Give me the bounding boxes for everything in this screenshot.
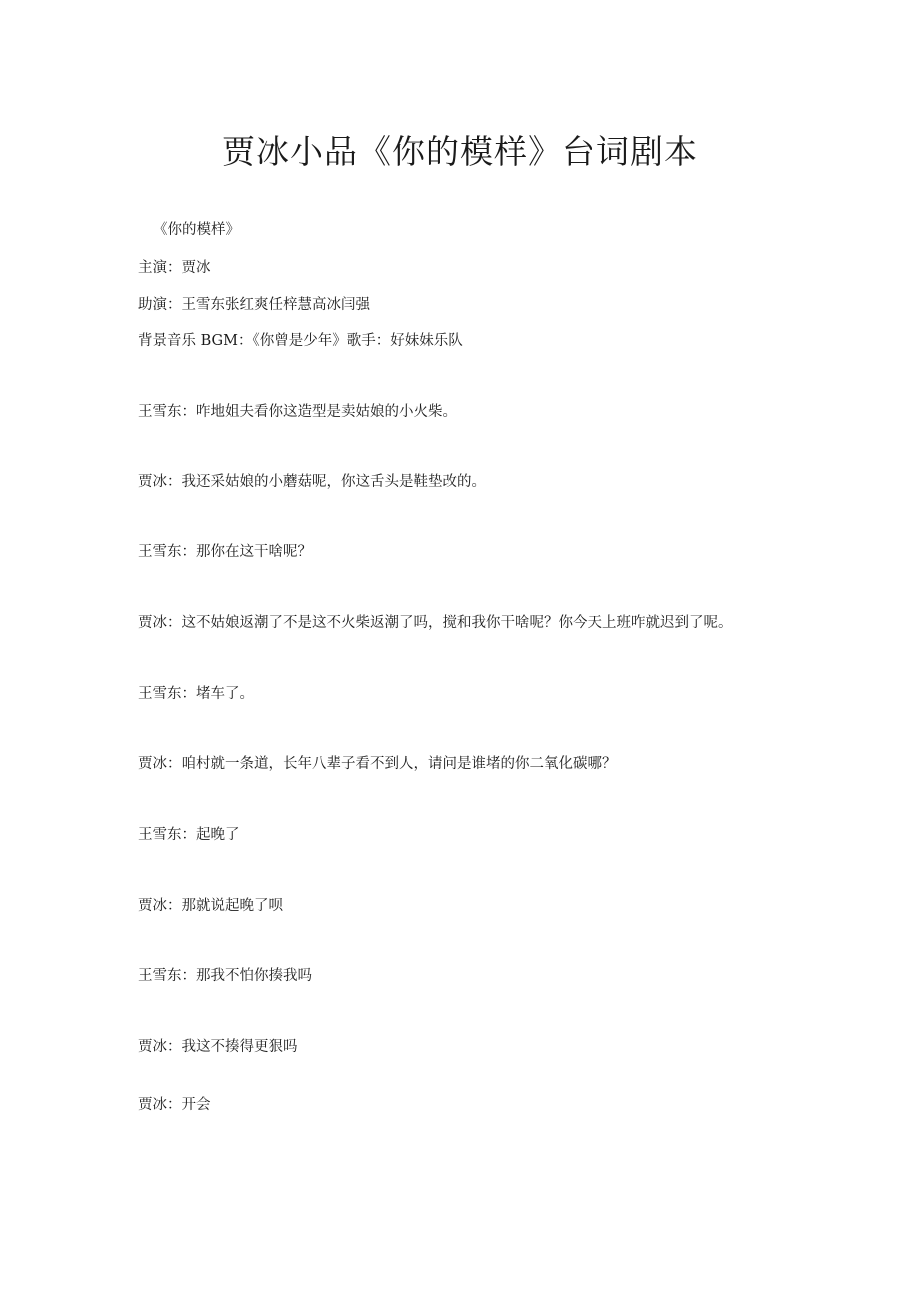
background-music: 背景音乐 BGM：《你曾是少年》歌手：好妹妹乐队 (138, 333, 463, 349)
dialogue-line: 王雪东：那你在这干啥呢？ (138, 544, 312, 560)
supporting-actors: 助演：王雪东张红爽任梓慧高冰闫强 (138, 297, 370, 313)
dialogue-line: 贾冰：这不姑娘返潮了不是这不火柴返潮了吗，搅和我你干啥呢？你今天上班咋就迟到了呢。 (138, 615, 733, 631)
dialogue-line: 王雪东：那我不怕你揍我吗 (138, 968, 312, 984)
dialogue-line: 王雪东：堵车了。 (138, 686, 254, 702)
dialogue-line: 贾冰：开会 (138, 1097, 211, 1113)
dialogue-line: 王雪东：起晚了 (138, 827, 240, 843)
play-name: 《你的模样》 (153, 222, 240, 238)
dialogue-line: 王雪东：咋地姐夫看你这造型是卖姑娘的小火柴。 (138, 404, 457, 420)
dialogue-line: 贾冰：那就说起晚了呗 (138, 898, 283, 914)
dialogue-line: 贾冰：我还采姑娘的小蘑菇呢，你这舌头是鞋垫改的。 (138, 474, 486, 490)
dialogue-line: 贾冰：我这不揍得更狠吗 (138, 1039, 298, 1055)
lead-actor: 主演：贾冰 (138, 260, 211, 276)
dialogue-line: 贾冰：咱村就一条道，长年八辈子看不到人，请问是谁堵的你二氧化碳哪？ (138, 756, 617, 772)
document-title: 贾冰小品《你的模样》台词剧本 (222, 132, 698, 171)
